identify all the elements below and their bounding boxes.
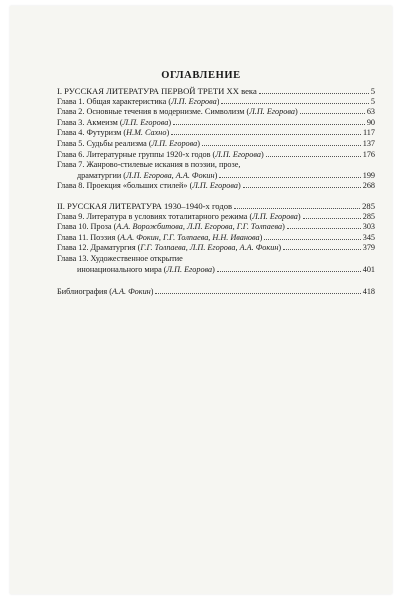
page-number: 285	[362, 200, 375, 211]
page-number: 5	[370, 96, 375, 106]
dot-leader	[287, 228, 361, 229]
page-number: 418	[362, 287, 375, 297]
chapter-title: Глава 10. Проза	[57, 222, 112, 232]
page-number: 303	[362, 222, 375, 232]
book-page	[10, 6, 392, 594]
chapter-entry-line	[57, 160, 375, 171]
entry-text: Глава 6. Литературные группы 1920-х годов (Л.П. Егорова)	[57, 149, 264, 159]
page-number: 5	[370, 86, 375, 96]
dot-leader	[264, 239, 360, 240]
dot-leader	[259, 93, 369, 94]
chapter-title: Глава 12. Драматургия	[57, 243, 136, 253]
chapter-author: Л.П. Егорова	[171, 96, 217, 106]
entry-text: Глава 9. Литература в условиях тоталитарного режима (Л.П. Егорова)	[57, 211, 301, 221]
dot-leader	[283, 249, 361, 250]
chapter-author: Г.Г. Толпаева, Л.П. Егорова, А.А. Фокин	[140, 243, 279, 253]
dot-leader	[221, 103, 368, 104]
entry-text: Глава 10. Проза (А.А. Ворожбитова, Л.П. Егорова, Г.Г. Толпаева)	[57, 222, 285, 232]
entry-text: инонационального мира (Л.П. Егорова)	[77, 264, 215, 274]
entry-text: Глава 11. Поэзия (А.А. Фокин, Г.Г. Толпаева, Н.Н. Иванова)	[57, 232, 263, 242]
page-number: 176	[362, 149, 375, 159]
dot-leader	[173, 124, 365, 125]
page-number: 379	[362, 243, 375, 253]
chapter-author: А.А. Фокин, Г.Г. Толпаева, Н.Н. Иванова	[120, 232, 260, 242]
dot-leader	[171, 134, 361, 135]
chapter-entry	[57, 181, 375, 192]
chapter-title: Глава 1. Общая характеристика	[57, 96, 167, 106]
entry-text: Глава 2. Основные течения в модернизме. Символизм (Л.П. Егорова)	[57, 107, 298, 117]
chapter-author: Л.П. Егорова	[151, 138, 198, 148]
chapter-title-cont: инонационального мира	[77, 264, 162, 274]
entry-text: драматургии (Л.П. Егорова, А.А. Фокин)	[77, 170, 218, 180]
dot-leader	[243, 187, 361, 188]
dot-leader	[155, 293, 360, 294]
entry-author: А.А. Фокин	[111, 287, 151, 297]
chapter-entry	[57, 150, 375, 161]
entry-text: Библиография (А.А. Фокин)	[57, 287, 154, 297]
part-2-heading	[57, 201, 375, 212]
chapter-entry	[57, 243, 375, 254]
dot-leader	[266, 156, 361, 157]
chapter-title: Глава 7. Жанрово-стилевые искания в поэзии, прозе,	[57, 160, 241, 170]
entry-text: Глава 5. Судьбы реализма (Л.П. Егорова)	[57, 138, 200, 148]
page-number: 268	[362, 181, 375, 191]
page-title: ОГЛАВЛЕНИЕ	[161, 70, 241, 81]
chapter-entry	[57, 171, 375, 182]
chapter-entry	[57, 233, 375, 244]
chapter-entry	[57, 222, 375, 233]
page-number: 117	[363, 128, 375, 138]
dot-leader	[202, 145, 361, 146]
part-title: II. РУССКАЯ ЛИТЕРАТУРА 1930–1940-х годов	[57, 200, 233, 211]
part-1-chapters	[57, 97, 375, 192]
chapter-title: Глава 3. Акмеизм	[57, 117, 118, 127]
page-number: 63	[366, 107, 375, 117]
entry-text: Глава 12. Драматургия (Г.Г. Толпаева, Л.П. Егорова, А.А. Фокин)	[57, 243, 282, 253]
chapter-title: Глава 11. Поэзия	[57, 232, 116, 242]
chapter-title-cont: драматургии	[77, 170, 122, 180]
chapter-author: Л.П. Егорова	[252, 211, 298, 221]
chapter-author: А.А. Ворожбитова, Л.П. Егорова, Г.Г. Толпаева	[116, 222, 283, 232]
chapter-title: Глава 4. Футуризм	[57, 128, 122, 138]
page-number: 199	[362, 170, 375, 180]
chapter-title: Глава 6. Литературные группы 1920-х годов	[57, 149, 211, 159]
chapter-author: Л.П. Егорова	[166, 264, 213, 274]
chapter-author: Л.П. Егорова	[122, 117, 169, 127]
entry-text: Глава 4. Футуризм (Н.М. Сахно)	[57, 128, 170, 138]
part-title: I. РУССКАЯ ЛИТЕРАТУРА ПЕРВОЙ ТРЕТИ XX века	[57, 86, 257, 96]
chapter-title: Глава 2. Основные течения в модернизме. Символизм	[57, 107, 245, 117]
chapter-author: Л.П. Егорова	[192, 181, 238, 191]
chapter-author: Н.М. Сахно	[126, 128, 167, 138]
page-number: 285	[362, 211, 375, 221]
dot-leader	[234, 208, 360, 209]
chapter-title: Глава 9. Литература в условиях тоталитарного режима	[57, 211, 248, 221]
bibliography-entry	[57, 287, 375, 298]
table-of-contents	[57, 86, 375, 298]
part-2-chapters	[57, 212, 375, 276]
chapter-entry	[57, 212, 375, 223]
chapter-author: Л.П. Егорова	[249, 107, 295, 117]
entry-text: Глава 1. Общая характеристика (Л.П. Егорова)	[57, 96, 220, 106]
part-1-heading	[57, 86, 375, 97]
page-number: 345	[362, 232, 375, 242]
chapter-author: Л.П. Егорова, А.А. Фокин	[126, 170, 215, 180]
chapter-entry	[57, 118, 375, 129]
dot-leader	[219, 177, 360, 178]
chapter-entry	[57, 97, 375, 108]
chapter-entry-line	[57, 254, 375, 265]
chapter-title: Глава 13. Художественное открытие	[57, 253, 183, 263]
entry-title: Библиография	[57, 287, 108, 297]
chapter-entry	[57, 265, 375, 276]
dot-leader	[300, 113, 365, 114]
chapter-entry	[57, 128, 375, 139]
page-number: 401	[362, 264, 375, 274]
chapter-title: Глава 5. Судьбы реализма	[57, 138, 147, 148]
chapter-entry	[57, 139, 375, 150]
page-number: 90	[366, 117, 375, 127]
chapter-title: Глава 8. Проекция «больших стилей»	[57, 181, 188, 191]
chapter-author: Л.П. Егорова	[215, 149, 261, 159]
entry-text: Глава 8. Проекция «больших стилей» (Л.П. Егорова)	[57, 181, 241, 191]
dot-leader	[303, 218, 361, 219]
dot-leader	[217, 271, 361, 272]
entry-text: Глава 3. Акмеизм (Л.П. Егорова)	[57, 117, 172, 127]
chapter-entry	[57, 107, 375, 118]
page-number: 137	[362, 138, 375, 148]
